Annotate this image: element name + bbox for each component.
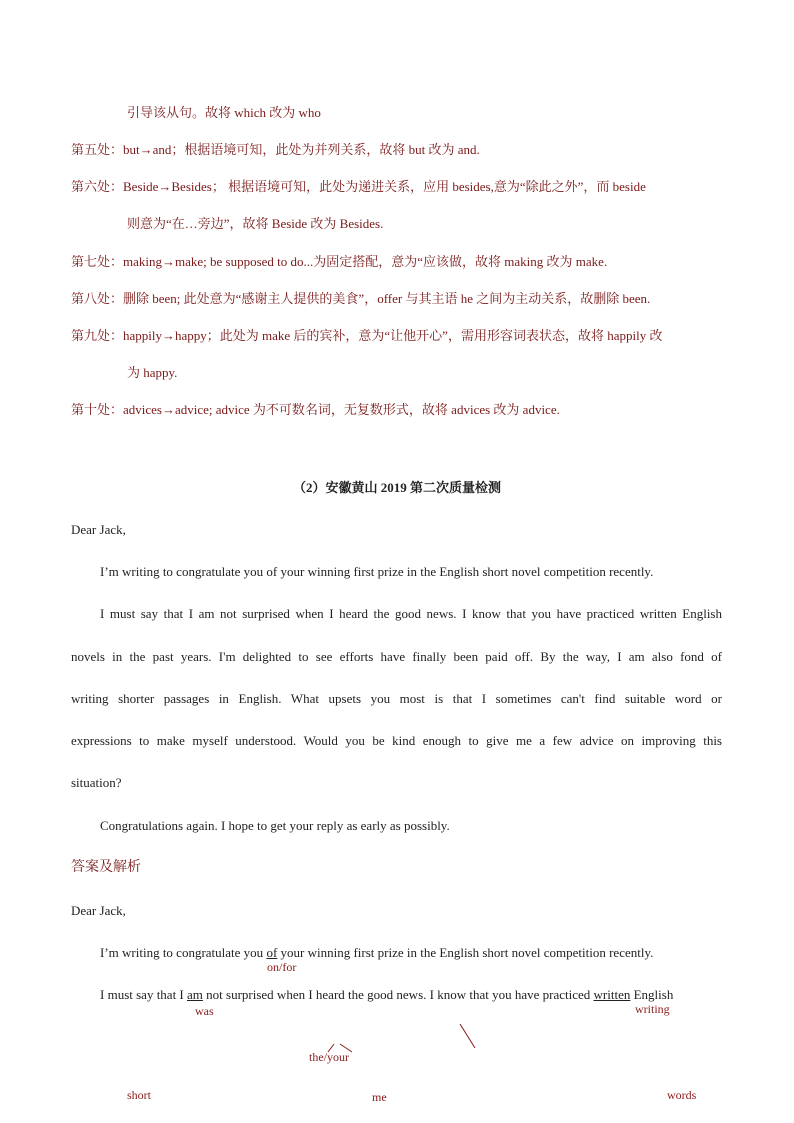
analysis-line-1: 引导该从句。故将 which 改为 who [127,105,321,120]
correction-me: me [372,1090,387,1104]
letter-paragraph-2-line-2: novels in the past years. I'm delighted to see efforts have finally been paid off. By the way, I am also fond of [71,649,722,664]
letter-paragraph-2-line-5: situation? [71,775,122,790]
analysis-line-9: 第十处：advices→advice; advice 为不可数名词，无复数形式，故将 advices 改为 advice. [71,402,560,417]
corrected-p2-text-b: not surprised when I heard the good news. I know that you have practiced [202,987,594,1002]
correction-the-your: the/your [309,1050,349,1064]
letter-paragraph-2-line-1: I must say that I am not surprised when I heard the good news. I know that you have practiced written English [100,606,722,621]
letter-paragraph-2-line-3: writing shorter passages in English. What upsets you most is that I sometimes can't find suitable word or [71,691,722,706]
correction-writing: writing [635,1002,670,1016]
answer-heading: 答案及解析 [71,860,141,875]
letter-salutation: Dear Jack, [71,522,126,537]
corrected-p2-text-c: English [630,987,674,1002]
analysis-line-6: 第八处：删除 been; 此处意为“感谢主人提供的美食”，offer 与其主语 he 之间为主动关系，故删除 been. [71,291,651,306]
deletion-slash-mark [460,1024,475,1048]
error-word-of: of [266,945,278,960]
letter-paragraph-1: I’m writing to congratulate you of your winning first prize in the English short novel competition recently. [100,564,654,579]
corrected-p2-text-a: I must say that I [100,987,188,1002]
letter-paragraph-2-line-4: expressions to make myself understood. Would you be kind enough to give me a few advice on improving this [71,733,722,748]
analysis-line-4: 则意为“在…旁边”，故将 Beside 改为 Besides. [127,216,384,231]
analysis-line-2: 第五处：but→and；根据语境可知，此处为并列关系，故将 but 改为 and. [71,142,480,157]
corrected-p1-text-a: I’m writing to congratulate you [100,945,267,960]
correction-short: short [127,1088,151,1102]
analysis-line-8: 为 happy. [127,365,178,380]
analysis-line-7: 第九处：happily→happy；此处为 make 后的宾补，意为“让他开心”，需用形容词表状态，故将 happily 改 [71,328,663,343]
analysis-line-5: 第七处：making→make; be supposed to do...为固定搭配，意为“应该做，故将 making 改为 make. [71,254,608,269]
correction-words: words [667,1088,697,1102]
correction-on-for: on/for [267,960,297,974]
corrected-p1-text-b: your winning first prize in the English short novel competition recently. [277,945,654,960]
section-title: （2）安徽黄山 2019 第二次质量检测 [292,480,501,495]
corrected-salutation: Dear Jack, [71,903,126,918]
correction-was: was [195,1004,214,1018]
error-word-written: written [593,987,631,1002]
error-word-am: am [187,987,203,1002]
letter-paragraph-3: Congratulations again. I hope to get your reply as early as possibly. [100,818,450,833]
analysis-line-3: 第六处：Beside→Besides； 根据语境可知，此处为递进关系，应用 besides,意为“除此之外”，而 beside [71,179,646,194]
